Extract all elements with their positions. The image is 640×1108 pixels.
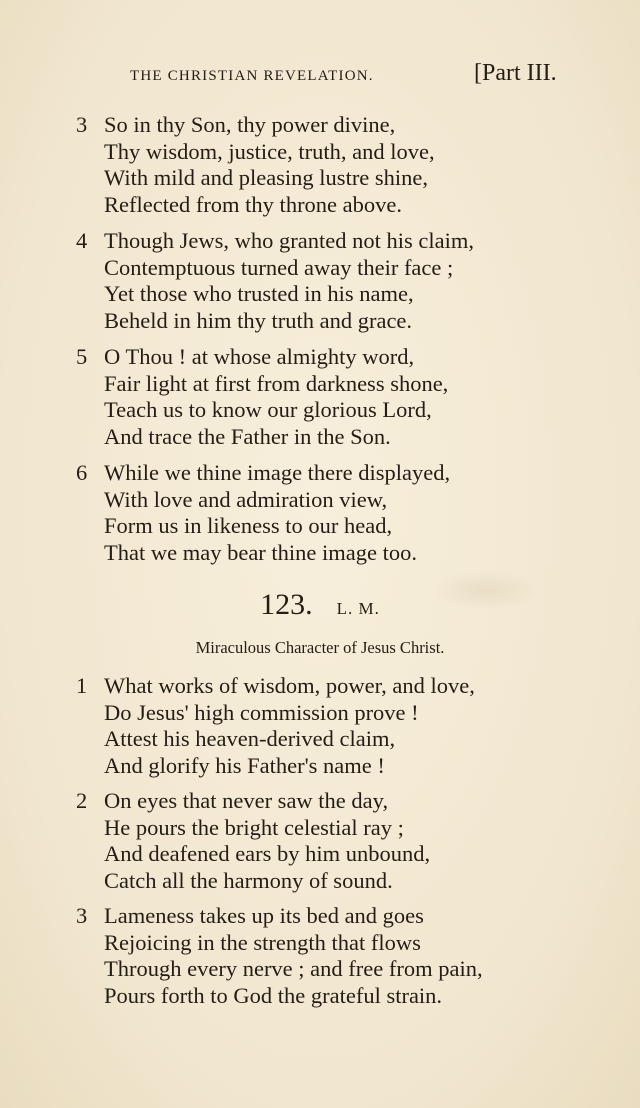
verse-line: Though Jews, who granted not his claim, [104,228,474,253]
verse-line: He pours the bright celestial ray ; [104,814,404,840]
hymn-subtitle: Miraculous Character of Jesus Christ. [195,638,445,657]
hymn-number: 123. [260,588,313,621]
verse-line: Pours forth to God the grateful strain. [104,982,443,1008]
stanza-number: 1 [76,673,88,698]
verse-line: Attest his heaven-derived claim, [104,726,396,751]
verse-line: And deafened ears by him unbound, [104,841,431,866]
verse-line: While we thine image there displayed, [104,460,451,485]
stanza-number: 4 [76,228,88,253]
part-label: [Part III. [474,60,557,86]
running-head: THE CHRISTIAN REVELATION. [130,68,374,84]
hymn-meter: L. M. [336,599,380,618]
verse-line: With love and admiration view, [104,486,388,512]
verse-line: Teach us to know our glorious Lord, [104,397,432,422]
verse-line: Do Jesus' high commission prove ! [104,699,419,725]
stanza-number: 2 [76,788,88,813]
verse-line: Fair light at first from darkness shone, [104,370,449,396]
verse-line: Rejoicing in the strength that flows [104,929,421,955]
verse-line: Reflected from thy throne above. [104,191,403,217]
verse-line: Lameness takes up its bed and goes [104,903,424,928]
verse-line: That we may bear thine image too. [104,539,418,565]
verse-line: O Thou ! at whose almighty word, [104,344,415,369]
verse-line: So in thy Son, thy power divine, [104,112,396,137]
stanza-number: 6 [76,460,88,485]
verse-line: What works of wisdom, power, and love, [104,673,475,698]
verse-line: On eyes that never saw the day, [104,788,389,813]
stanza-number: 3 [76,903,88,928]
verse-line: Through every nerve ; and free from pain, [104,956,483,981]
page-header [130,60,590,94]
verse-line: Catch all the harmony of sound. [104,867,393,893]
stanza-number: 5 [76,344,88,369]
verse-line: Thy wisdom, justice, truth, and love, [104,138,435,164]
verse-line: Yet those who trusted in his name, [104,281,414,306]
verse-line: Form us in likeness to our head, [104,513,393,538]
hymn-heading [0,588,640,622]
verse-line: With mild and pleasing lustre shine, [104,165,429,190]
verse-line: Contemptuous turned away their face ; [104,254,454,280]
verse-line: And glorify his Father's name ! [104,752,385,778]
verse-line: Beheld in him thy truth and grace. [104,307,413,333]
stanza-number: 3 [76,112,88,137]
verse-line: And trace the Father in the Son. [104,423,391,449]
